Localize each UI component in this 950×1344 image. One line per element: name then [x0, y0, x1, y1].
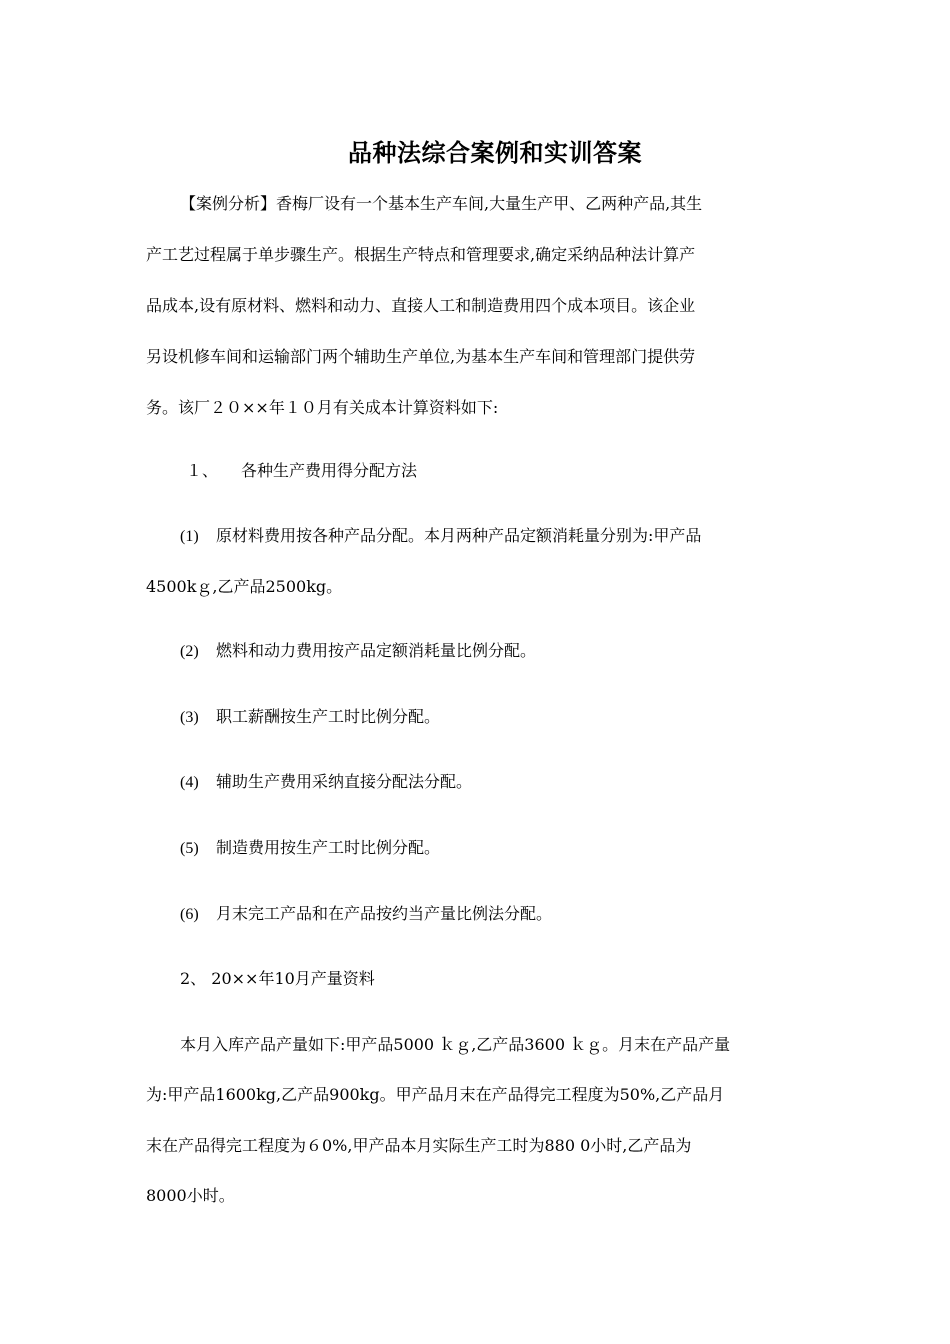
list-item-number: (4) — [180, 774, 199, 791]
section2-heading: 2、 20××年10月产量资料 — [180, 969, 375, 988]
list-item — [180, 756, 840, 808]
list-item-number: (5) — [180, 840, 199, 857]
list-item-continuation: 4500kｇ,乙产品2500kg。 — [146, 577, 343, 596]
section1-title: 各种生产费用得分配方法 — [241, 461, 418, 480]
intro-line: 另设机修车间和运输部门两个辅助生产单位,为基本生产车间和管理部门提供劳 — [146, 347, 696, 366]
list-item — [180, 822, 840, 874]
output-line: 本月入库产品产量如下:甲产品5000 ｋｇ,乙产品3600 ｋｇ。月末在产品产量 — [180, 1035, 731, 1054]
list-item-text: 制造费用按生产工时比例分配。 — [216, 838, 441, 857]
intro-line: 产工艺过程属于单步骤生产。根据生产特点和管理要求,确定采纳品种法计算产 — [146, 245, 696, 264]
list-item-text: 原材料费用按各种产品分配。本月两种产品定额消耗量分别为:甲产品 — [216, 526, 702, 545]
list-item-text: 职工薪酬按生产工时比例分配。 — [216, 707, 441, 726]
list-item-text: 月末完工产品和在产品按约当产量比例法分配。 — [216, 904, 553, 923]
list-item — [180, 625, 840, 677]
list-item-text: 燃料和动力费用按产品定额消耗量比例分配。 — [216, 641, 537, 660]
section1-number: １、 — [186, 461, 219, 480]
output-line: 末在产品得完工程度为６0%,甲产品本月实际生产工时为880 0小时,乙产品为 — [146, 1136, 692, 1155]
intro-line: 品成本,设有原材料、燃料和动力、直接人工和制造费用四个成本项目。该企业 — [146, 296, 696, 315]
list-item-number: (6) — [180, 906, 199, 923]
list-item-number: (1) — [180, 528, 199, 545]
output-line: 8000小时。 — [146, 1186, 235, 1205]
list-item-number: (2) — [180, 643, 199, 660]
list-item — [180, 510, 810, 562]
page-title: 品种法综合案例和实训答案 — [348, 138, 642, 167]
list-item — [180, 691, 840, 743]
list-item — [180, 888, 840, 940]
section1-heading — [186, 445, 846, 496]
list-item-number: (3) — [180, 709, 199, 726]
intro-line: 务。该厂２０××年１０月有关成本计算资料如下: — [146, 398, 499, 417]
list-item-text: 辅助生产费用采纳直接分配法分配。 — [216, 772, 473, 791]
output-line: 为:甲产品1600kg,乙产品900kg。甲产品月末在产品得完工程度为50%,乙产品月 — [146, 1085, 725, 1104]
intro-line: 【案例分析】香梅厂设有一个基本生产车间,大量生产甲、乙两种产品,其生 — [180, 194, 703, 213]
